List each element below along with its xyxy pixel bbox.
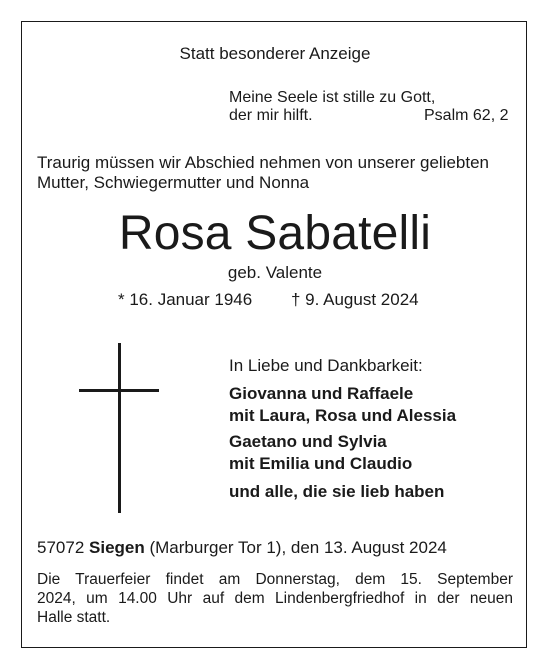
verse-line-2: der mir hilft. bbox=[229, 107, 313, 124]
intro-line-2: Mutter, Schwiegermutter und Nonna bbox=[37, 173, 310, 192]
service-info bbox=[37, 570, 513, 627]
mourner-line: mit Laura, Rosa und Alessia bbox=[229, 406, 457, 425]
service-line: Die Trauerfeier findet am Donnerstag, dem 15. September bbox=[37, 571, 513, 588]
place-date-line bbox=[37, 538, 447, 558]
mourners-intro: In Liebe und Dankbarkeit: bbox=[229, 356, 423, 375]
verse-reference: Psalm 62, 2 bbox=[424, 107, 509, 124]
maiden-name: geb. Valente bbox=[227, 263, 323, 282]
mourner-line: Gaetano und Sylvia bbox=[229, 432, 387, 451]
deceased-name: Rosa Sabatelli bbox=[118, 207, 432, 260]
mourner-line: Giovanna und Raffaele bbox=[229, 384, 414, 403]
notice-header: Statt besonderer Anzeige bbox=[179, 44, 371, 63]
postcode: 57072 bbox=[37, 538, 85, 557]
address-date: (Marburger Tor 1), den 13. August 2024 bbox=[144, 538, 447, 557]
death-date: † 9. August 2024 bbox=[291, 290, 419, 309]
mourner-line: mit Emilia und Claudio bbox=[229, 454, 413, 473]
mourner-line: und alle, die sie lieb haben bbox=[229, 482, 445, 501]
verse-line-1: Meine Seele ist stille zu Gott, bbox=[229, 89, 436, 106]
birth-date: * 16. Januar 1946 bbox=[118, 290, 253, 309]
intro-line-1: Traurig müssen wir Abschied nehmen von unserer geliebten bbox=[37, 153, 490, 172]
service-line: 2024, um 14.00 Uhr auf dem Lindenbergfriedhof in der neuen bbox=[37, 590, 513, 607]
service-line: Halle statt. bbox=[37, 609, 111, 626]
city: Siegen bbox=[89, 538, 145, 557]
cross-icon bbox=[79, 343, 159, 513]
